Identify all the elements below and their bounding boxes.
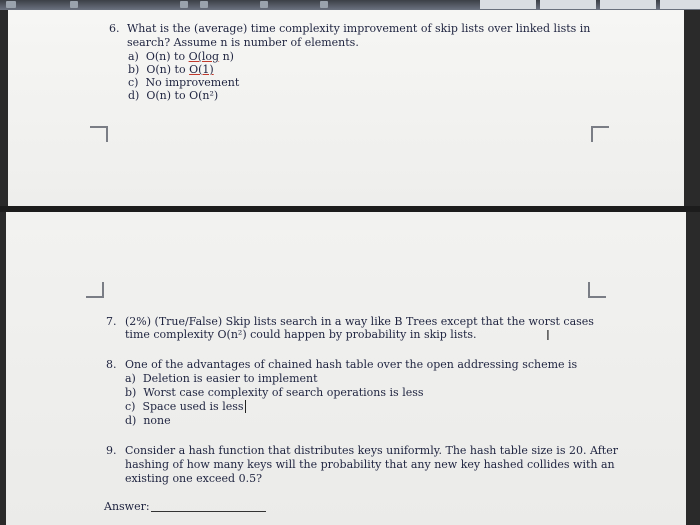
option-text: O(n) to O(n²) [146, 89, 219, 102]
margin-corner-mark [90, 126, 108, 142]
q9-text-line3: existing one exceed 0.5? [125, 472, 262, 485]
q6-option-a [128, 50, 234, 63]
option-text: Worst case complexity of search operations is less [143, 386, 424, 399]
option-text-end: n) [219, 50, 234, 63]
q6-text-line1: What is the (average) time complexity improvement of skip lists over linked lists in [127, 22, 591, 35]
q8-option-c [125, 400, 246, 413]
option-letter: c) [128, 76, 139, 89]
q7-text-line1: (2%) (True/False) Skip lists search in a way like B Trees except that the worst cases [125, 315, 594, 328]
option-text: No improvement [145, 76, 240, 89]
q7-number: 7. [106, 315, 117, 328]
option-letter: d) [128, 89, 140, 102]
option-text: O(n) to [145, 50, 189, 63]
document-page-1[interactable] [8, 10, 684, 206]
align-left-icon[interactable] [70, 1, 78, 8]
option-text: O(n) to [146, 63, 190, 76]
q6-text-line2: search? Assume n is number of elements. [127, 36, 359, 49]
q7-text-line2: time complexity O(n²) could happen by probability in skip lists. [125, 328, 477, 341]
q6-number: 6. [109, 22, 120, 35]
option-letter: a) [125, 372, 136, 385]
text-cursor-icon: I [546, 329, 550, 344]
style-no-spacing[interactable] [480, 0, 536, 9]
option-letter: b) [128, 63, 140, 76]
style-title[interactable] [660, 0, 700, 9]
q6-option-b [128, 63, 214, 76]
option-text: Deletion is easier to implement [142, 372, 318, 385]
align-right-icon[interactable] [200, 1, 208, 8]
q8-text-line1: One of the advantages of chained hash table over the open addressing scheme is [125, 358, 578, 371]
option-letter: a) [128, 50, 139, 63]
margin-corner-mark [86, 282, 104, 298]
option-letter: c) [125, 400, 136, 413]
margin-corner-mark [588, 282, 606, 298]
q6-option-d [128, 89, 218, 102]
q9-text-line1: Consider a hash function that distributes keys uniformly. The hash table size is 20. After [125, 444, 618, 457]
margin-corner-mark [591, 126, 609, 142]
format-icon[interactable] [6, 1, 16, 8]
justify-icon[interactable] [260, 1, 268, 8]
q9-number: 9. [106, 444, 117, 457]
style-heading-2[interactable] [600, 0, 656, 9]
toolbar-ribbon [0, 0, 700, 10]
option-letter: b) [125, 386, 137, 399]
option-text: none [143, 414, 171, 427]
option-letter: d) [125, 414, 137, 427]
option-underlined-text: O(1) [189, 63, 214, 76]
q8-number: 8. [106, 358, 117, 371]
style-heading-1[interactable] [540, 0, 596, 9]
option-underlined-text: O(log [188, 50, 220, 63]
option-text: Space used is less [142, 400, 244, 413]
document-page-2[interactable] [6, 212, 686, 525]
line-spacing-icon[interactable] [320, 1, 328, 8]
q8-option-b [125, 386, 424, 399]
q8-option-d [125, 414, 171, 427]
answer-label: Answer: [104, 500, 150, 513]
align-center-icon[interactable] [180, 1, 188, 8]
q8-option-a [125, 372, 318, 385]
answer-blank[interactable] [151, 511, 266, 512]
q9-text-line2: hashing of how many keys will the probability that any new key hashed collides with an [125, 458, 615, 471]
q6-option-c [128, 76, 239, 89]
